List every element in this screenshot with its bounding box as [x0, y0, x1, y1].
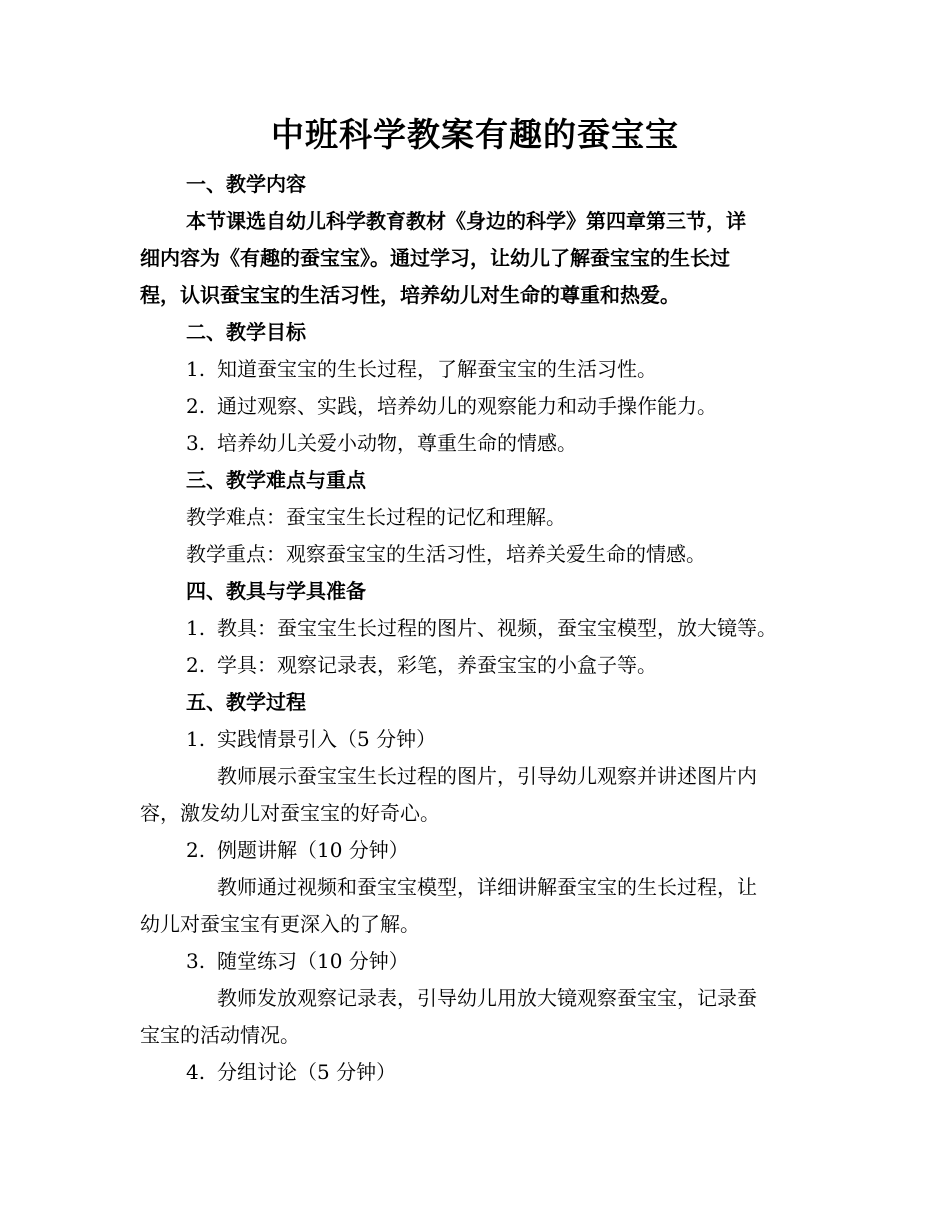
step-title-text: 实践情景引入（5 分钟） [217, 727, 437, 751]
step-description-line: 容，激发幼儿对蚕宝宝的好奇心。 [140, 801, 440, 825]
step-number: 3. [186, 949, 206, 973]
step-description-line: 教师发放观察记录表，引导幼儿用放大镜观察蚕宝宝，记录蚕 [217, 986, 757, 1010]
step-description-line: 宝宝的活动情况。 [140, 1023, 300, 1047]
step-title-text: 分组讨论（5 分钟） [217, 1060, 397, 1084]
content-paragraph-line: 细内容为《有趣的蚕宝宝》。通过学习，让幼儿了解蚕宝宝的生长过 [140, 246, 730, 270]
section-heading-content: 一、教学内容 [186, 172, 306, 196]
list-item-number: 2. [186, 394, 206, 418]
content-paragraph-line: 本节课选自幼儿科学教育教材《身边的科学》第四章第三节，详 [186, 209, 746, 233]
list-item-text: 培养幼儿关爱小动物，尊重生命的情感。 [217, 431, 577, 455]
step-title [140, 721, 815, 758]
step-description-line: 教师通过视频和蚕宝宝模型，详细讲解蚕宝宝的生长过程，让 [217, 875, 757, 899]
list-item-number: 2. [186, 653, 206, 677]
step-title [140, 1054, 815, 1091]
step-title-text: 例题讲解（10 分钟） [217, 838, 409, 862]
list-item-text: 通过观察、实践，培养幼儿的观察能力和动手操作能力。 [217, 394, 717, 418]
list-item-text: 学具：观察记录表，彩笔，养蚕宝宝的小盒子等。 [217, 653, 657, 677]
difficulty-line: 教学难点：蚕宝宝生长过程的记忆和理解。 [186, 505, 566, 529]
section-heading-difficulties: 三、教学难点与重点 [186, 468, 366, 492]
section-heading-materials: 四、教具与学具准备 [186, 579, 366, 603]
content-paragraph-line: 程，认识蚕宝宝的生活习性，培养幼儿对生命的尊重和热爱。 [140, 283, 680, 307]
list-item-number: 3. [186, 431, 206, 455]
document-title: 中班科学教案有趣的蚕宝宝 [271, 115, 679, 154]
list-item-text: 知道蚕宝宝的生长过程，了解蚕宝宝的生活习性。 [217, 357, 657, 381]
step-title-text: 随堂练习（10 分钟） [217, 949, 409, 973]
key-point-line: 教学重点：观察蚕宝宝的生活习性，培养关爱生命的情感。 [186, 542, 706, 566]
section-heading-objectives: 二、教学目标 [186, 320, 306, 344]
list-item-number: 1. [186, 616, 206, 640]
step-number: 4. [186, 1060, 206, 1084]
step-number: 1. [186, 727, 206, 751]
list-item-text: 教具：蚕宝宝生长过程的图片、视频，蚕宝宝模型，放大镜等。 [217, 616, 777, 640]
step-description-line: 幼儿对蚕宝宝有更深入的了解。 [140, 912, 420, 936]
document-body [140, 166, 815, 1091]
section-heading-process: 五、教学过程 [186, 690, 306, 714]
list-item [140, 647, 815, 684]
list-item [140, 351, 815, 388]
step-title [140, 943, 815, 980]
step-description-line: 教师展示蚕宝宝生长过程的图片，引导幼儿观察并讲述图片内 [217, 764, 757, 788]
list-item-number: 1. [186, 357, 206, 381]
step-number: 2. [186, 838, 206, 862]
list-item [140, 425, 815, 462]
step-title [140, 832, 815, 869]
list-item [140, 388, 815, 425]
list-item [140, 610, 815, 647]
